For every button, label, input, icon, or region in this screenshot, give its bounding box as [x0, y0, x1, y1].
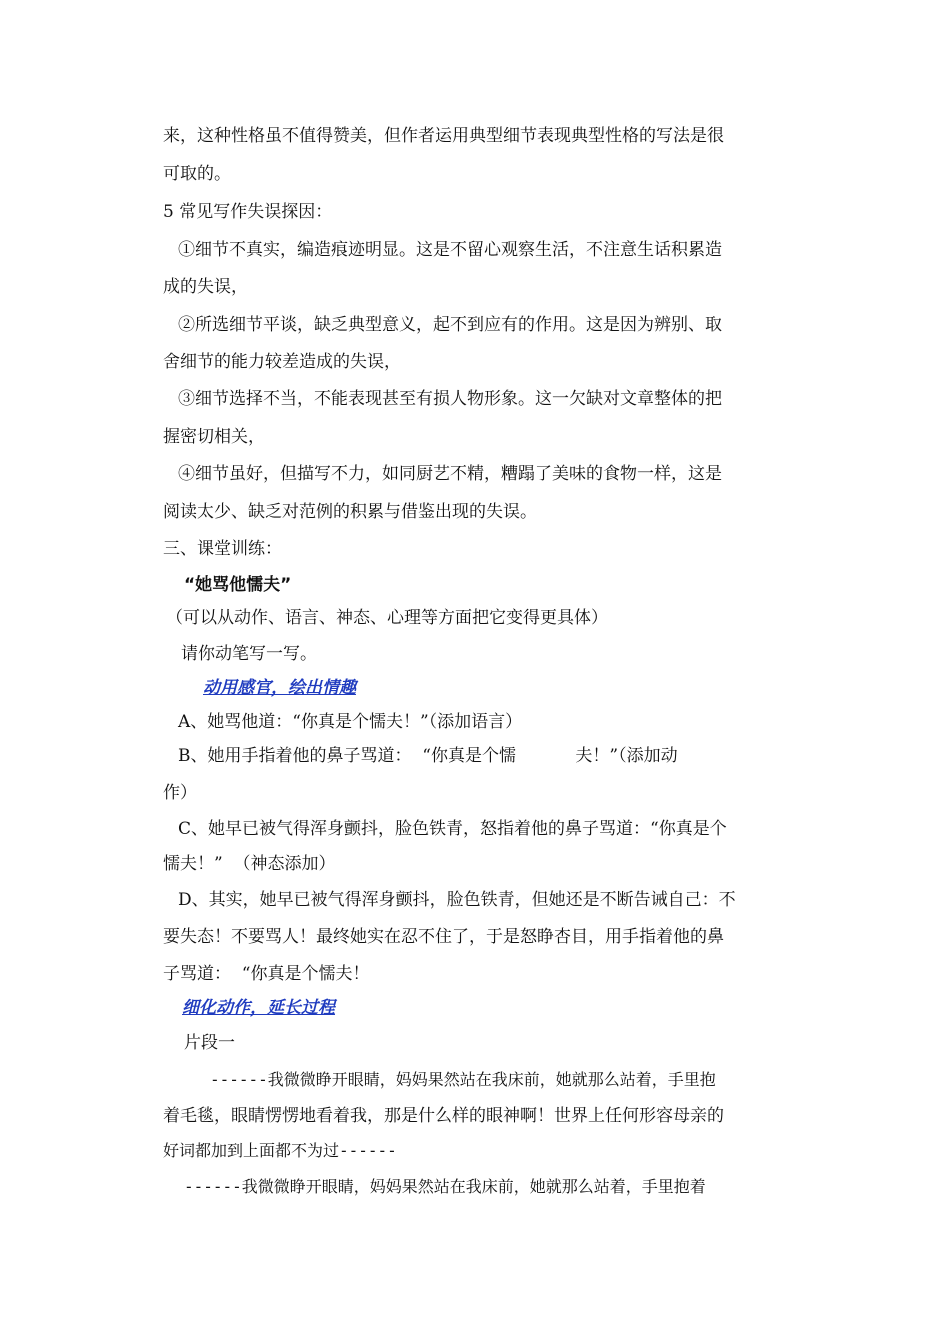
text-line: 握密切相关，: [163, 427, 265, 447]
text-line: ②所选细节平谈，缺乏典型意义，起不到应有的作用。这是因为辨别、取: [178, 315, 722, 335]
text-line: 舍细节的能力较差造成的失误，: [163, 352, 401, 372]
fragment-text: ------我微微睁开眼睛，妈妈果然站在我床前，她就那么站着，手里抱着: [184, 1177, 706, 1196]
exercise-title: “她骂他懦夫”: [184, 575, 292, 595]
example-c: C、她早已被气得浑身颤抖，脸色铁青，怒指着他的鼻子骂道：“你真是个: [178, 819, 727, 839]
text-line: 可取的。: [163, 164, 231, 184]
text-line: 成的失误，: [163, 277, 248, 297]
example-d: D、其实，她早已被气得浑身颤抖，脸色铁青，但她还是不断告诫自己：不: [178, 890, 736, 910]
text-line: 好词都加到上面都不为过------: [163, 1141, 397, 1160]
instruction-note: （可以从动作、语言、神态、心理等方面把它变得更具体）: [166, 608, 608, 628]
text-line: 着毛毯，眼睛愣愣地看着我，那是什么样的眼神啊！世界上任何形容母亲的: [163, 1106, 724, 1126]
text-line: 懦夫！” （神态添加）: [163, 854, 336, 874]
section-heading: 三、课堂训练：: [163, 539, 282, 559]
text-line: ④细节虽好，但描写不力，如同厨艺不精，糟蹋了美味的食物一样，这是: [178, 464, 722, 484]
text-line: 要失态！不要骂人！最终她实在忍不住了，于是怒睁杏目，用手指着他的鼻: [163, 927, 724, 947]
text-line: 阅读太少、缺乏对范例的积累与借鉴出现的失误。: [163, 502, 537, 522]
text-line: ①细节不真实，编造痕迹明显。这是不留心观察生活，不注意生话积累造: [178, 240, 722, 260]
text-line: 作）: [163, 783, 197, 803]
fragment-label: 片段一: [184, 1033, 235, 1053]
fragment-text: ------我微微睁开眼睛，妈妈果然站在我床前，她就那么站着，手里抱: [210, 1070, 716, 1089]
example-b: B、她用手指着他的鼻子骂道： “你真是个懦 夫！”（添加动: [178, 746, 678, 766]
subheading-link: 动用感官，绘出情趣: [203, 678, 356, 698]
text-line: 来，这种性格虽不值得赞美，但作者运用典型细节表现典型性格的写法是很: [163, 126, 724, 146]
text-line: ③细节选择不当，不能表现甚至有损人物形象。这一欠缺对文章整体的把: [178, 389, 722, 409]
instruction-line: 请你动笔写一写。: [181, 644, 317, 664]
text-line: 子骂道： “你真是个懦夫！: [163, 964, 370, 984]
example-a: A、她骂他道：“你真是个懦夫！”（添加语言）: [178, 712, 523, 732]
section-heading: 5 常见写作失误探因：: [163, 202, 333, 222]
subheading-link: 细化动作，延长过程: [182, 998, 335, 1018]
